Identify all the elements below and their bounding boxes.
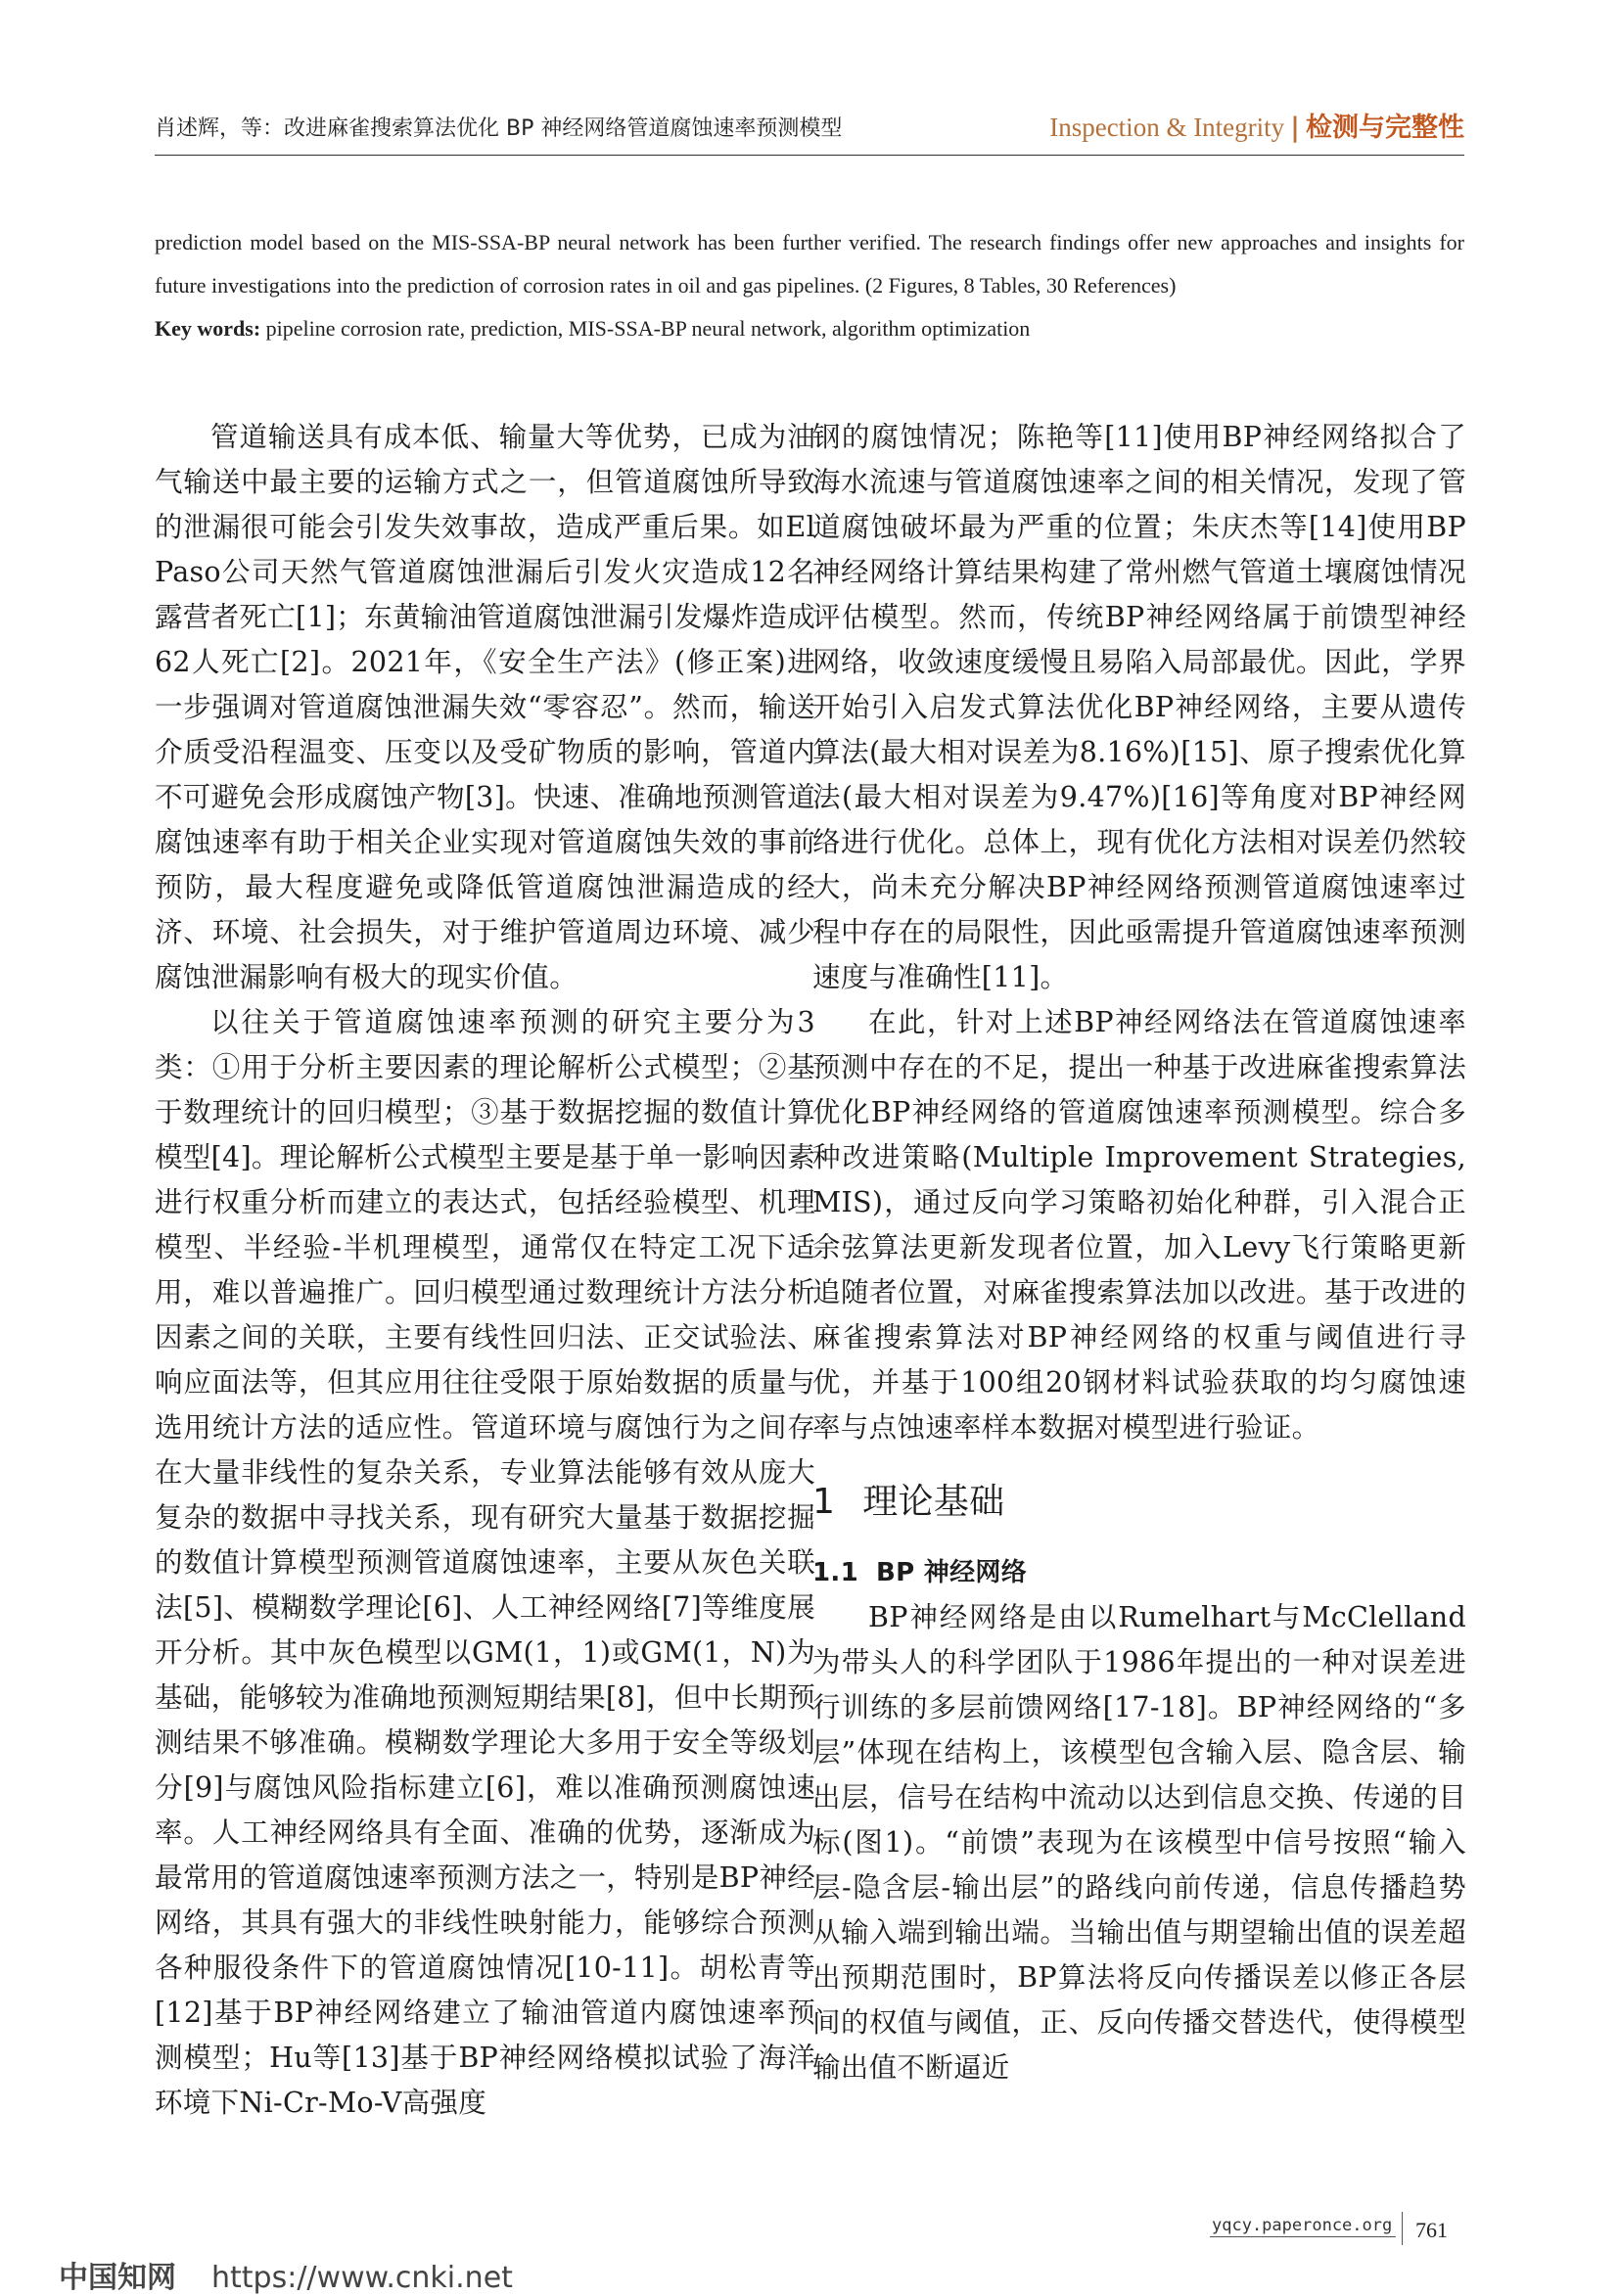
body-paragraph: 管道输送具有成本低、输量大等优势，已成为油气输送中最主要的运输方式之一，但管道腐蚀所导致的泄漏很可能会引发失效事故，造成严重后果。如El Paso公司天然气管道腐蚀泄漏后引发火灾造成12名露营者死亡[1]；东黄输油管道腐蚀泄漏引发爆炸造成62人死亡[2]。2021年，《安全生产法》(修正案)进一步强调对管道腐蚀泄漏失效“零容忍”。然而，输送介质受沿程温变、压变以及受矿物质的影响，管道内不可避免会形成腐蚀产物[3]。快速、准确地预测管道腐蚀速率有助于相关企业实现对管道腐蚀失效的事前预防，最大程度避免或降低管道腐蚀泄漏造成的经济、环境、社会损失，对于维护管道周边环境、减少腐蚀泄漏影响有极大的现实价值。 (155, 421, 815, 993)
running-title: 肖述辉，等：改进麻雀搜索算法优化 BP 神经网络管道腐蚀速率预测模型 (155, 116, 843, 141)
body-paragraph: 在此，针对上述BP神经网络法在管道腐蚀速率预测中存在的不足，提出一种基于改进麻雀搜索算法优化BP神经网络的管道腐蚀速率预测模型。综合多种改进策略(Multiple Improvement Strategies, MIS)，通过反向学习策略初始化种群，引入混合正余弦算法更新发现者位置，加入Levy飞行策略更新追随者位置，对麻雀搜索算法加以改进。基于改进的麻雀搜索算法对BP神经网络的权重与阈值进行寻优，并基于100组20钢材料试验获取的均匀腐蚀速率与点蚀速率样本数据对模型进行验证。 (812, 1006, 1466, 1444)
cnki-logo: 中国知网 (59, 2261, 176, 2295)
section-heading (812, 1480, 1466, 1525)
english-abstract (155, 221, 1464, 350)
keywords-label: Key words: (155, 316, 261, 341)
footer-divider (1402, 2212, 1403, 2245)
section-label-en: Inspection & Integrity (1049, 113, 1285, 142)
keywords: pipeline corrosion rate, prediction, MIS-SSA-BP neural network, algorithm optimization (265, 316, 1031, 341)
footer-url: yqcy.paperonce.org (1212, 2216, 1393, 2235)
body-paragraph: 以往关于管道腐蚀速率预测的研究主要分为3类：①用于分析主要因素的理论解析公式模型；②基于数理统计的回归模型；③基于数据挖掘的数值计算模型[4]。理论解析公式模型主要是基于单一影响因素进行权重分析而建立的表达式，包括经验模型、机理模型、半经验-半机理模型，通常仅在特定工况下适用，难以普遍推广。回归模型通过数理统计方法分析因素之间的关联，主要有线性回归法、正交试验法、响应面法等，但其应用往往受限于原始数据的质量与选用统计方法的适应性。管道环境与腐蚀行为之间存在大量非线性的复杂关系，专业算法能够有效从庞大复杂的数据中寻找关系，现有研究大量基于数据挖掘的数值计算模型预测管道腐蚀速率，主要从灰色关联法[5]、模糊数学理论[6]、人工神经网络[7]等维度展开分析。其中灰色模型以GM(1，1)或GM(1，N)为基础，能够较为准确地预测短期结果[8]，但中长期预测结果不够准确。模糊数学理论大多用于安全等级划分[9]与腐蚀风险指标建立[6]，难以准确预测腐蚀速率。人工神经网络具有全面、准确的优势，逐渐成为最常用的管道腐蚀速率预测方法之一，特别是BP神经网络，其具有强大的非线性映射能力，能够综合预测各种服役条件下的管道腐蚀情况[10-11]。胡松青等[12]基于BP神经网络建立了输油管道内腐蚀速率预测模型；Hu等[13]基于BP神经网络模拟试验了海洋环境下Ni-Cr-Mo-V高强度 (155, 1006, 815, 2119)
keywords-line (155, 307, 1464, 350)
body-paragraph: BP神经网络是由以Rumelhart与McClelland为带头人的科学团队于1986年提出的一种对误差进行训练的多层前馈网络[17-18]。BP神经网络的“多层”体现在结构上，该模型包含输入层、隐含层、输出层，信号在结构中流动以达到信息交换、传递的目标(图1)。“前馈”表现为在该模型中信号按照“输入层-隐含层-输出层”的路线向前传递，信息传播趋势从输入端到输出端。当输出值与期望输出值的误差超出预期范围时，BP算法将反向传播误差以修正各层间的权值与阈值，正、反向传播交替迭代，使得模型输出值不断逼近 (812, 1601, 1466, 2084)
section-separator: | (1290, 113, 1300, 143)
cnki-url: https://www.cnki.net (211, 2261, 513, 2295)
left-column (155, 415, 815, 2126)
right-column (812, 415, 1466, 2090)
subsection-number: 1.1 (812, 1558, 858, 1587)
page-number: 761 (1415, 2218, 1448, 2242)
subsection-title: BP 神经网络 (875, 1558, 1027, 1587)
section-number: 1 (812, 1482, 836, 1522)
running-header (155, 106, 1464, 153)
section-label-cn: 检测与完整性 (1306, 113, 1464, 143)
abstract-tail: prediction model based on the MIS-SSA-BP neural network has been further verified. The research findings offer new approaches and insights for future investigations into the prediction of corrosion rates in oil and gas pipelines. (2 Figures, 8 Tables, 30 References) (155, 230, 1464, 298)
body-paragraph: 钢的腐蚀情况；陈艳等[11]使用BP神经网络拟合了海水流速与管道腐蚀速率之间的相关情况，发现了管道腐蚀破坏最为严重的位置；朱庆杰等[14]使用BP神经网络计算结果构建了常州燃气管道土壤腐蚀情况评估模型。然而，传统BP神经网络属于前馈型神经网络，收敛速度缓慢且易陷入局部最优。因此，学界开始引入启发式算法优化BP神经网络，主要从遗传算法(最大相对误差为8.16%)[15]、原子搜索优化算法(最大相对误差为9.47%)[16]等角度对BP神经网络进行优化。总体上，现有优化方法相对误差仍然较大，尚未充分解决BP神经网络预测管道腐蚀速率过程中存在的局限性，因此亟需提升管道腐蚀速率预测速度与准确性[11]。 (812, 421, 1466, 993)
cnki-watermark (59, 2253, 513, 2296)
section-title: 理论基础 (862, 1482, 1005, 1522)
journal-section-label (1049, 106, 1464, 144)
header-rule (155, 155, 1464, 156)
subsection-heading (812, 1550, 1466, 1595)
footer-rule (1210, 2236, 1396, 2237)
